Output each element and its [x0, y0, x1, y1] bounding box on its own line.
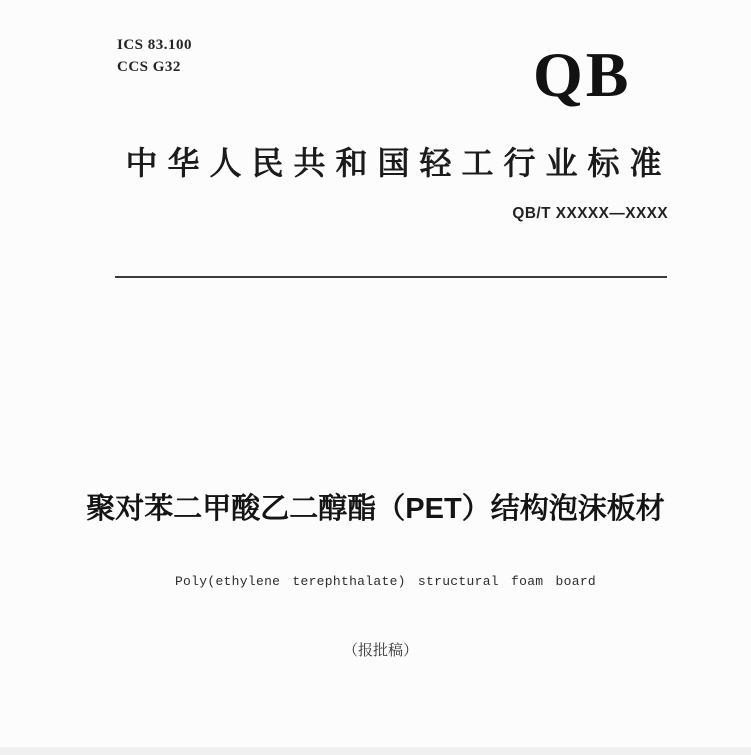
standard-type-heading: 中华人民共和国轻工行业标准 [125, 145, 672, 181]
document-title-chinese: 聚对苯二甲酸乙二醇酯（PET）结构泡沫板材 [86, 493, 665, 525]
ics-code: ICS 83.100 [117, 37, 193, 53]
draft-status-note: （报批稿） [342, 643, 418, 659]
ccs-code: CCS G32 [117, 59, 181, 75]
document-title-english: Poly(ethylene terephthalate) structural foam board [174, 574, 597, 589]
standard-number: QB/T XXXXX—XXXX [512, 205, 669, 222]
scan-edge-strip [0, 747, 751, 755]
header-divider-line [115, 276, 667, 278]
classification-codes [117, 34, 192, 78]
qb-logo: QB [533, 39, 632, 110]
